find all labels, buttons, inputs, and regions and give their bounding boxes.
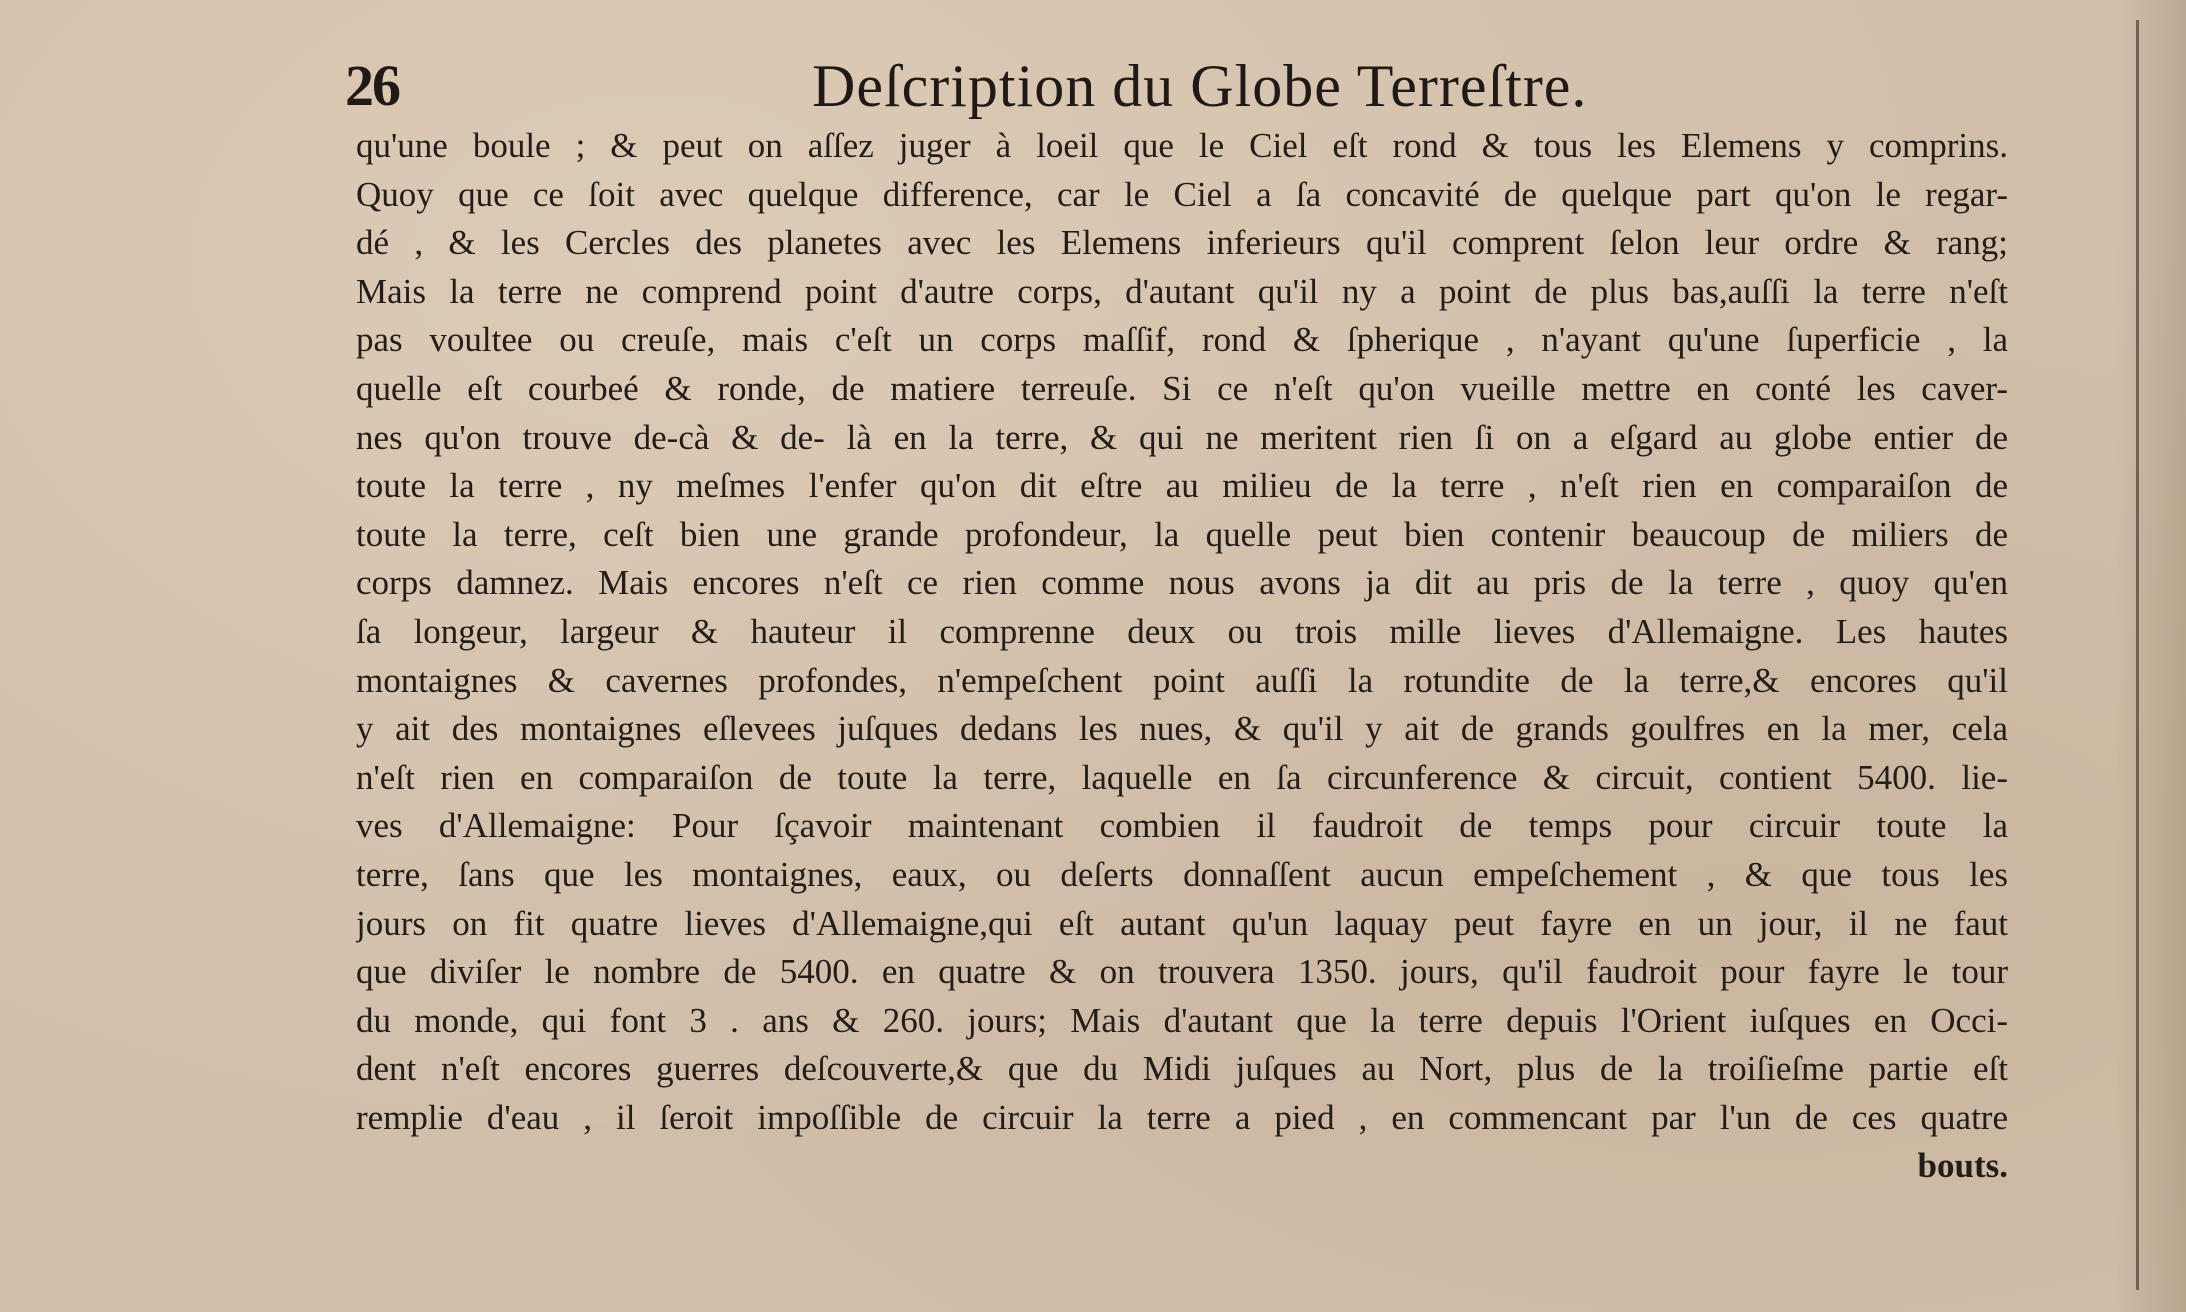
text-line: toute la terre , ny meſmes l'enfer qu'on dit eſtre au milieu de la terre , n'eſt rien en comparaiſon de	[356, 466, 2008, 506]
text-line: dent n'eſt encores guerres deſcouverte,& que du Midi juſques au Nort, plus de la troiſieſme partie eſt	[356, 1049, 2008, 1089]
text-line: Mais la terre ne comprend point d'autre corps, d'autant qu'il ny a point de plus bas,auſſi la terre n'eſt	[356, 271, 2008, 311]
text-line: y ait des montaignes eſlevees juſques dedans les nues, & qu'il y ait de grands goulfres en la mer, cela	[356, 709, 2008, 749]
text-line: corps damnez. Mais encores n'eſt ce rien comme nous avons ja dit au pris de la terre , quoy qu'en	[356, 563, 2008, 603]
text-line-final: bouts.	[1917, 1146, 2008, 1186]
page-edge	[2116, 0, 2186, 1312]
text-line: montaignes & cavernes profondes, n'empeſchent point auſſi la rotundite de la terre,& encores qu'il	[356, 660, 2008, 700]
text-line: ſa longeur, largeur & hauteur il comprenne deux ou trois mille lieves d'Allemaigne. Les hautes	[356, 611, 2008, 651]
text-line: pas voultee ou creuſe, mais c'eſt un corps maſſif, rond & ſpherique , n'ayant qu'une ſuperficie , la	[356, 320, 2008, 360]
body-text	[356, 122, 2008, 1191]
text-line: Quoy que ce ſoit avec quelque difference, car le Ciel a ſa concavité de quelque part qu'on le regar-	[356, 174, 2008, 214]
text-line: remplie d'eau , il ſeroit impoſſible de circuir la terre a pied , en commencant par l'un de ces quatre	[356, 1097, 2008, 1137]
running-title: Deſcription du Globe Terreſtre.	[812, 53, 1588, 119]
text-line: dé , & les Cercles des planetes avec les Elemens inferieurs qu'il comprent ſelon leur ordre & rang;	[356, 223, 2008, 263]
text-line: que diviſer le nombre de 5400. en quatre & on trouvera 1350. jours, qu'il faudroit pour fayre le tour	[356, 952, 2008, 992]
text-line: n'eſt rien en comparaiſon de toute la terre, laquelle en ſa circunference & circuit, contient 5400. lie-	[356, 757, 2008, 797]
text-line: quelle eſt courbeé & ronde, de matiere terreuſe. Si ce n'eſt qu'on vueille mettre en conté les caver-	[356, 368, 2008, 408]
text-line: jours on fit quatre lieves d'Allemaigne,qui eſt autant qu'un laquay peut fayre en un jour, il ne faut	[356, 903, 2008, 943]
text-line: toute la terre, ceſt bien une grande profondeur, la quelle peut bien contenir beaucoup de miliers de	[356, 514, 2008, 554]
text-line: du monde, qui font 3 . ans & 260. jours; Mais d'autant que la terre depuis l'Orient iuſques en Occi-	[356, 1000, 2008, 1040]
text-line: terre, ſans que les montaignes, eaux, ou deſerts donnaſſent aucun empeſchement , & que tous les	[356, 854, 2008, 894]
text-line: ves d'Allemaigne: Pour ſçavoir maintenant combien il faudroit de temps pour circuir toute la	[356, 806, 2008, 846]
text-line: qu'une boule ; & peut on aſſez juger à loeil que le Ciel eſt rond & tous les Elemens y comprins.	[356, 126, 2008, 165]
page-number: 26	[345, 53, 399, 118]
text-line: nes qu'on trouve de-cà & de- là en la terre, & qui ne meritent rien ſi on a eſgard au globe entier de	[356, 417, 2008, 457]
